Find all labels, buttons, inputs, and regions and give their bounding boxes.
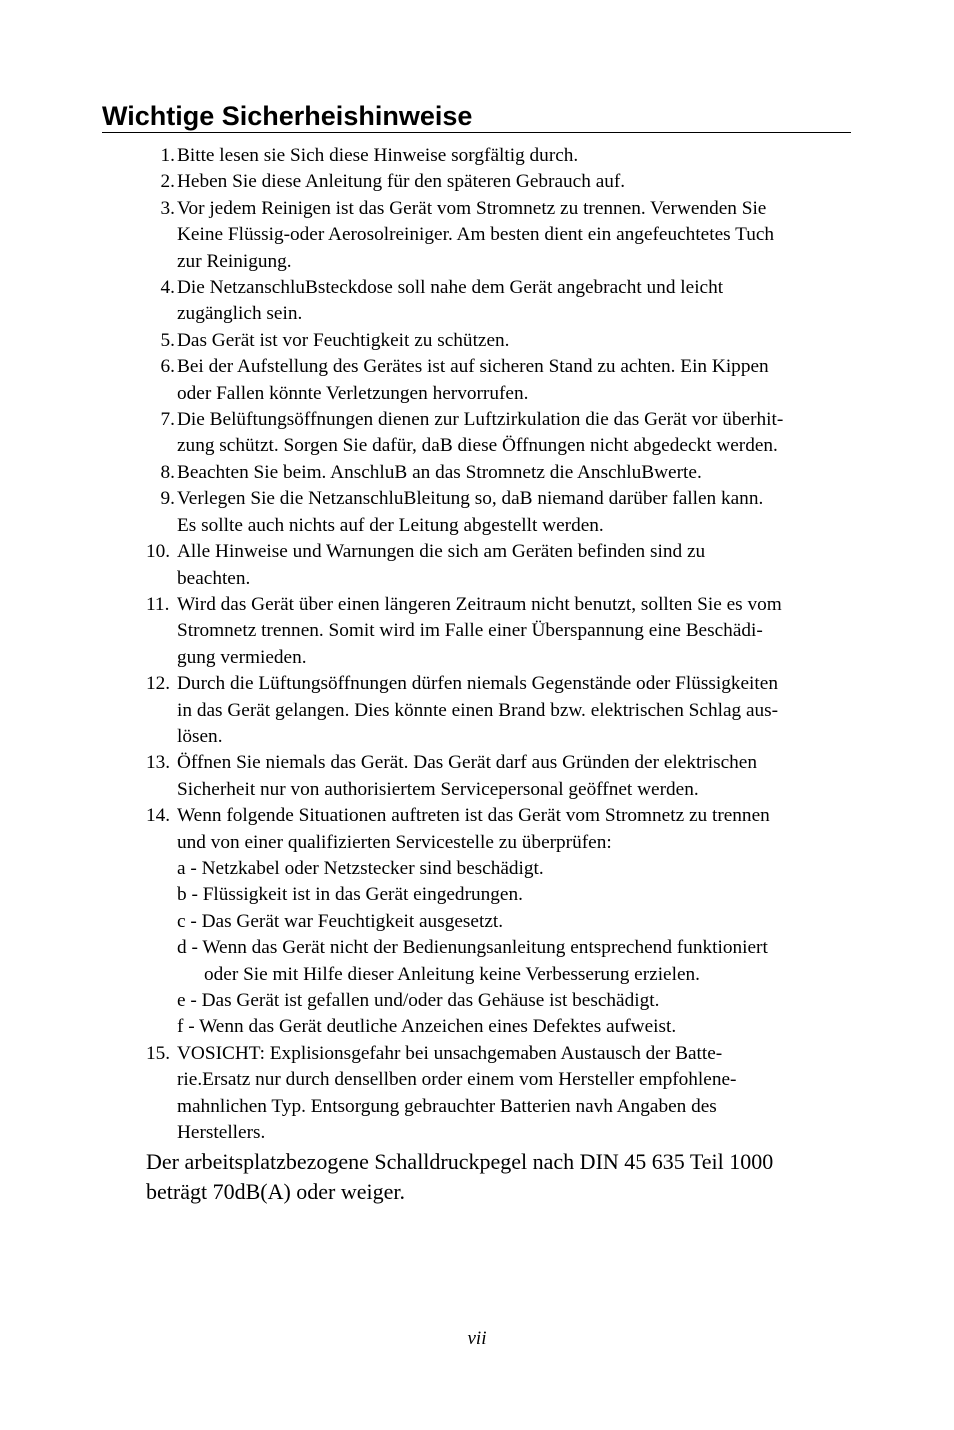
item-text-line: gung vermieden. <box>177 646 307 668</box>
sub-item: d - Wenn das Gerät nicht der Bedienungsanleitung entsprechend funktioniert <box>177 937 768 959</box>
sub-item: a - Netzkabel oder Netzstecker sind beschädigt. <box>177 857 544 879</box>
item-text-line: oder Fallen könnte Verletzungen hervorrufen. <box>177 382 529 404</box>
item-text-line: zur Reinigung. <box>177 250 292 272</box>
item-number: 5. <box>160 329 175 351</box>
list-item <box>140 196 860 275</box>
list-item <box>140 328 860 354</box>
item-number: 11. <box>146 593 170 615</box>
safety-instructions-list <box>140 143 860 1146</box>
sub-item: f - Wenn das Gerät deutliche Anzeichen eines Defektes aufweist. <box>177 1016 677 1038</box>
item-text-line: Herstellers. <box>177 1122 266 1144</box>
list-item <box>140 354 860 407</box>
item-number: 1. <box>160 145 175 166</box>
item-text-line: rie.Ersatz nur durch densellben order einem vom Hersteller empfohlene- <box>177 1069 737 1091</box>
page-number: vii <box>467 1328 487 1349</box>
item-text-line: beachten. <box>177 567 251 589</box>
item-number: 2. <box>160 171 175 193</box>
item-text-line: Keine Flüssig-oder Aerosolreiniger. Am besten dient ein angefeuchtetes Tuch <box>177 224 775 246</box>
item-text-line: Die NetzanschluBsteckdose soll nahe dem Gerät angebracht und leicht <box>177 277 724 299</box>
list-item <box>140 169 860 195</box>
item-text-line: zugänglich sein. <box>177 303 303 325</box>
item-text-line: und von einer qualifizierten Servicestelle zu überprüfen: <box>177 831 612 853</box>
noise-level-note <box>146 1147 866 1207</box>
item-text-line: Das Gerät ist vor Feuchtigkeit zu schützen. <box>177 329 510 351</box>
item-text-line: Sicherheit nur von authorisiertem Servicepersonal geöffnet werden. <box>177 778 699 800</box>
list-item <box>140 750 860 803</box>
sub-item: c - Das Gerät war Feuchtigkeit ausgesetzt. <box>177 910 504 932</box>
list-item <box>140 407 860 460</box>
item-number: 4. <box>160 277 175 299</box>
item-text-line: mahnlichen Typ. Entsorgung gebrauchter Batterien navh Angaben des <box>177 1095 717 1117</box>
list-item <box>140 592 860 671</box>
sub-item: b - Flüssigkeit ist in das Gerät eingedrungen. <box>177 884 523 906</box>
list-item <box>140 143 860 169</box>
list-item <box>140 671 860 750</box>
item-text-line: Bei der Aufstellung des Gerätes ist auf sicheren Stand zu achten. Ein Kippen <box>177 356 769 378</box>
item-number: 8. <box>160 461 175 483</box>
item-text-line: Heben Sie diese Anleitung für den späteren Gebrauch auf. <box>177 171 626 193</box>
item-text-line: Alle Hinweise und Warnungen die sich am Geräten befinden sind zu <box>177 541 706 563</box>
sub-item-continuation: oder Sie mit Hilfe dieser Anleitung keine Verbesserung erzielen. <box>204 963 700 985</box>
item-number: 14. <box>146 805 171 827</box>
note-line: beträgt 70dB(A) oder weiger. <box>146 1179 406 1204</box>
item-text-line: Es sollte auch nichts auf der Leitung abgestellt werden. <box>177 514 604 536</box>
item-text-line: Durch die Lüftungsöffnungen dürfen niemals Gegenstände oder Flüssigkeiten <box>177 673 778 695</box>
item-text-line: Verlegen Sie die NetzanschluBleitung so, daB niemand darüber fallen kann. <box>177 488 764 510</box>
item-text-line: Beachten Sie beim. AnschluB an das Stromnetz die AnschluBwerte. <box>177 461 702 483</box>
item-number: 7. <box>160 409 175 431</box>
list-item <box>140 1041 860 1147</box>
item-text-line: Die Belüftungsöffnungen dienen zur Luftzirkulation die das Gerät vor überhit- <box>177 409 784 431</box>
list-item <box>140 803 860 1041</box>
item-number: 12. <box>146 673 171 695</box>
item-text-line: VOSICHT: Explisionsgefahr bei unsachgemaben Austausch der Batte- <box>177 1042 723 1064</box>
section-heading: Wichtige Sicherheishinweise <box>102 100 851 133</box>
item-text-line: Stromnetz trennen. Somit wird im Falle einer Überspannung eine Beschädi- <box>177 620 763 642</box>
list-item <box>140 460 860 486</box>
item-text-line: Öffnen Sie niemals das Gerät. Das Gerät darf aus Gründen der elektrischen <box>177 752 758 774</box>
item-number: 10. <box>146 541 171 563</box>
item-number: 13. <box>146 752 171 774</box>
item-text-line: lösen. <box>177 725 223 747</box>
item-text-line: Vor jedem Reinigen ist das Gerät vom Stromnetz zu trennen. Verwenden Sie <box>177 197 767 219</box>
item-text-line: Wird das Gerät über einen längeren Zeitraum nicht benutzt, sollten Sie es vom <box>177 593 782 615</box>
item-number: 3. <box>160 197 175 219</box>
item-text-line: Bitte lesen sie Sich diese Hinweise sorgfältig durch. <box>177 145 579 166</box>
list-item <box>140 486 860 539</box>
item-text-line: Wenn folgende Situationen auftreten ist das Gerät vom Stromnetz zu trennen <box>177 805 770 827</box>
list-item <box>140 275 860 328</box>
note-line: Der arbeitsplatzbezogene Schalldruckpegel nach DIN 45 635 Teil 1000 <box>146 1149 774 1174</box>
item-text-line: in das Gerät gelangen. Dies könnte einen Brand bzw. elektrischen Schlag aus- <box>177 699 779 721</box>
item-number: 9. <box>160 488 175 510</box>
item-number: 15. <box>146 1042 171 1064</box>
list-item <box>140 539 860 592</box>
item-number: 6. <box>160 356 175 378</box>
item-text-line: zung schützt. Sorgen Sie dafür, daB diese Öffnungen nicht abgedeckt werden. <box>177 435 778 457</box>
sub-item: e - Das Gerät ist gefallen und/oder das Gehäuse ist beschädigt. <box>177 990 660 1011</box>
